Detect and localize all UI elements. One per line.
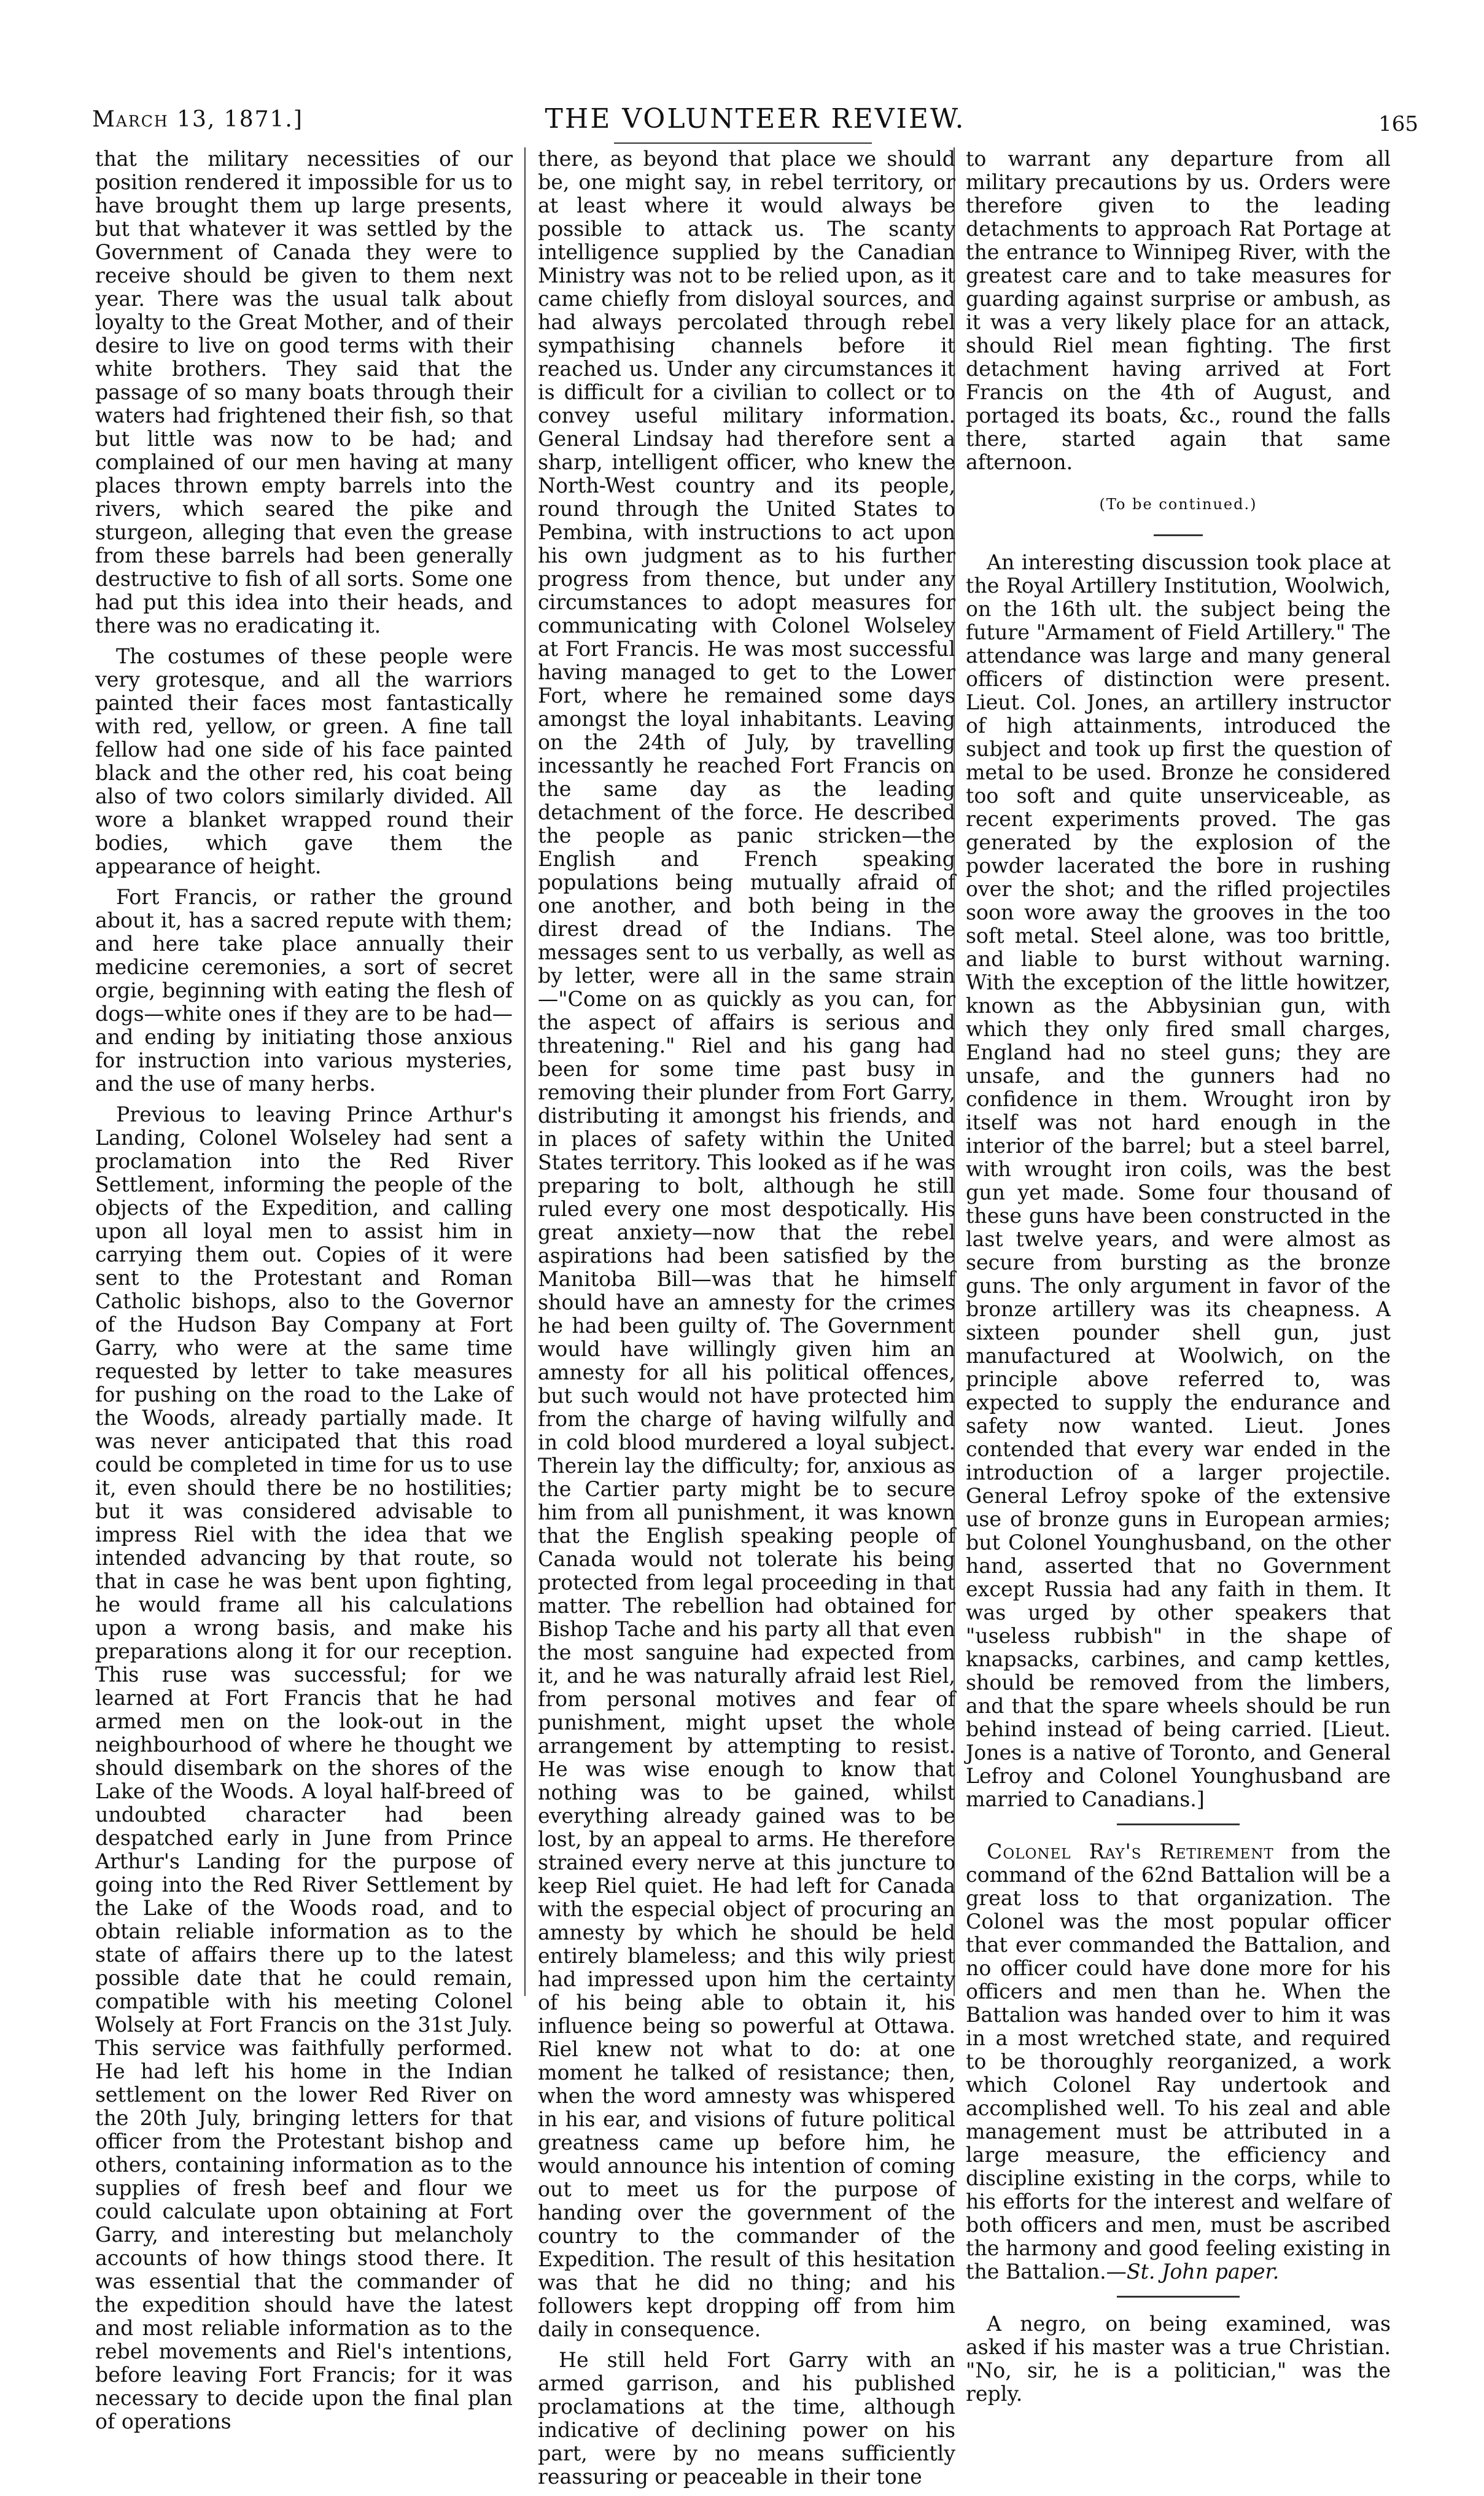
title-underline — [614, 142, 872, 144]
item-body: from the command of the 62nd Battalion will be a great loss to that organization. The Colonel was the most popular officer that ever commanded the Battalion, and no officer could have done more for his officers and men than he. When the Battalion was handed over to him it was in a most wretched state, and required to be thoroughly reorganized, a work which Colonel Ray undertook and accomplished well. To his zeal and able management must be attributed in a large measure, the efficiency and discipline existing in the corps, while to his efforts for the interest and welfare of both officers and men, must be ascribed the harmony and good feeling existing in the Battalion.— — [966, 1839, 1391, 2283]
column-left — [95, 147, 513, 2441]
article-paragraph: Previous to leaving Prince Arthur's Landing, Colonel Wolseley had sent a proclamation into the Red River Settlement, informing the people of the objects of the Expedition, and calling upon all loyal men to assist him in carrying them out. Copies of it were sent to the Protestant and Roman Catholic bishops, also to the Governor of the Hudson Bay Company at Fort Garry, who were at the same time requested by letter to take measures for pushing on the road to the Lake of the Woods, already partially made. It was never anticipated that this road could be completed in time for us to use it, even should there be no hostilities; but it was considered advisable to impress Riel with the idea that we intended advancing by that route, so that in case he was bent upon fighting, he would frame all his calculations upon a wrong basis, and make his preparations along it for our reception. This ruse was successful; for we learned at Fort Francis that he had armed men on the look-out in the neighbourhood of where he thought we should disembark on the shores of the Lake of the Woods. A loyal half-breed of undoubted character had been despatched early in June from Prince Arthur's Landing for the purpose of going into the Red River Settlement by the Lake of the Woods road, and to obtain reliable information as to the state of affairs there up to the latest possible date that he could remain, compatible with his meeting Colonel Wolsely at Fort Francis on the 31st July. This service was faithfully performed. He had left his home in the Indian settlement on the lower Red River on the 20th July, bringing letters for that officer from the Protestant bishop and others, containing information as to the supplies of fresh beef and flour we could calculate upon obtaining at Fort Garry, and interesting but melancholy accounts of how things stood there. It was essential that the commander of the expedition should have the latest and most reliable information as to the rebel movements and Riel's intentions, before leaving Fort Francis; for it was necessary to decide upon the final plan of operations — [95, 1102, 513, 2433]
article-paragraph: A negro, on being examined, was asked if his master was a true Christian. "No, sir, he is a politician," was the reply. — [966, 2312, 1391, 2406]
article-paragraph: An interesting discussion took place at the Royal Artillery Institution, Woolwich, on the 16th ult. the subject being the future "Armament of Field Artillery." The attendance was large and many general officers of distinction were present. Lieut. Col. Jones, an artillery instructor of high attainments, introduced the subject and took up first the question of metal to be used. Bronze he considered too soft and quite unserviceable, as recent experiments proved. The gas generated by the explosion of the powder lacerated the bore in rushing over the shot; and the rifled projectiles soon wore away the grooves in the too soft metal. Steel alone, was too brittle, and liable to burst without warning. With the exception of the little howitzer, known as the Abbysinian gun, with which they only fired small charges, England had no steel guns; they are unsafe, and the gunners had no confidence in them. Wrought iron by itself was not hard enough in the interior of the barrel; but a steel barrel, with wrought iron coils, was the best gun yet made. Some four thousand of these guns have been constructed in the last twelve years, and were almost as secure from bursting as the bronze guns. The only argument in favor of the bronze artillery was its cheapness. A sixteen pounder shell gun, just manufactured at Woolwich, on the principle above referred to, was expected to supply the endurance and safety now wanted. Lieut. Jones contended that every war ended in the introduction of a larger projectile. General Lefroy spoke of the extensive use of bronze guns in European armies; but Colonel Younghusband, on the other hand, asserted that no Government except Russia had any faith in them. It was urged by other speakers that "useless rubbish" in the shape of knapsacks, carbines, and camp kettles, should be removed from the limbers, and that the spare wheels should be run behind instead of being carried. [Lieut. Jones is a native of Toronto, and General Lefroy and Colonel Younghusband are married to Canadians.] — [966, 550, 1391, 1811]
article-paragraph: He still held Fort Garry with an armed garrison, and his published proclamations at the time, although indicative of declining power on his part, were by no means sufficiently reassuring or peaceable in their tone — [538, 2348, 955, 2489]
item-lead: Colonel Ray's Retirement — [987, 1839, 1274, 1863]
column-divider — [524, 147, 526, 1996]
issue-date: March 13, 1871.] — [92, 107, 303, 132]
to-be-continued-note: (To be continued.) — [1099, 496, 1257, 513]
page-number: 165 — [1378, 112, 1418, 136]
article-paragraph — [966, 1840, 1391, 2283]
item-source: St. John paper. — [1126, 2260, 1280, 2283]
section-separator — [1117, 1823, 1240, 1825]
masthead — [92, 103, 1418, 146]
column-middle — [538, 147, 955, 2496]
article-paragraph: The costumes of these people were very grotesque, and all the warriors painted their faces most fantastically with red, yellow, or green. A fine tall fellow had one side of his face painted black and the other red, his coat being also of two colors similarly divided. All wore a blanket wrapped round their bodies, which gave them the appearance of height. — [95, 644, 513, 878]
article-paragraph: that the military necessities of our position rendered it impossible for us to have brought them up large presents, but that whatever it was settled by the Government of Canada they were to receive should be given to them next year. There was the usual talk about loyalty to the Great Mother, and of their desire to live on good terms with their white brothers. They said that the passage of so many boats through their waters had frightened their fish, so that but little was now to be had; and complained of our men having at many places thrown empty barrels into the rivers, which seared the pike and sturgeon, alleging that even the grease from these barrels had been generally destructive to fish of all sorts. Some one had put this idea into their heads, and there was no eradicating it. — [95, 147, 513, 638]
article-paragraph: Fort Francis, or rather the ground about it, has a sacred repute with them; and here take place annually their medicine ceremonies, a sort of secret orgie, beginning with eating the flesh of dogs—white ones if they are to be had—and ending by initiating those anxious for instruction into various mysteries, and the use of many herbs. — [95, 885, 513, 1096]
section-separator — [1154, 534, 1203, 536]
publication-title: THE VOLUNTEER REVIEW. — [545, 103, 966, 135]
section-separator — [1117, 2296, 1240, 2298]
article-paragraph: to warrant any departure from all military precautions by us. Orders were therefore given to the leading detachments to approach Rat Portage at the entrance to Winnipeg River, with the greatest care and to take measures for guarding against surprise or ambush, as it was a very likely place for an attack, should Riel mean fighting. The first detachment having arrived at Fort Francis on the 4th of August, and portaged its boats, &c., round the falls there, started again that same afternoon. — [966, 147, 1391, 474]
article-paragraph: there, as beyond that place we should be, one might say, in rebel territory, or at least where it would always be possible to attack us. The scanty intelligence supplied by the Canadian Ministry was not to be relied upon, as it came chiefly from disloyal sources, and had always percolated through rebel sympathising channels before it reached us. Under any circumstances it is difficult for a civilian to collect or to convey useful military information. General Lindsay had therefore sent a sharp, intelligent officer, who knew the North-West country and its people, round through the United States to Pembina, with instructions to act upon his own judgment as to his further progress from thence, but under any circumstances to adopt measures for communicating with Colonel Wolseley at Fort Francis. He was most successful having managed to get to the Lower Fort, where he remained some days amongst the loyal inhabitants. Leaving on the 24th of July, by travelling incessantly he reached Fort Francis on the same day as the leading detachment of the force. He described the people as panic stricken—the English and French speaking populations being mutually afraid of one another, and both being in the direst dread of the Indians. The messages sent to us verbally, as well as by letter, were all in the same strain—"Come on as quickly as you can, for the aspect of affairs is serious and threatening." Riel and his gang had been for some time past busy in removing their plunder from Fort Garry, distributing it amongst his friends, and in places of safety within the United States territory. This looked as if he was preparing to bolt, although he still ruled every one most despotically. His great anxiety—now that the rebel aspirations had been satisfied by the Manitoba Bill—was that he himself should have an amnesty for the crimes he had been guilty of. The Government would have willingly given him an amnesty for all his political offences, but such would not have protected him from the charge of having wilfully and in cold blood murdered a loyal subject. Therein lay the difficulty; for, anxious as the Cartier party might be to secure him from all punishment, it was known that the English speaking people of Canada would not tolerate his being protected from legal proceeding in that matter. The rebellion had obtained for Bishop Tache and his party all that even the most sanguine had expected from it, and he was naturally afraid lest Riel, from personal motives and fear of punishment, might upset the whole arrangement by attempting to resist. He was wise enough to know that nothing was to be gained, whilst everything already gained was to be lost, by an appeal to arms. He therefore strained every nerve at this juncture to keep Riel quiet. He had left for Canada with the especial object of procuring an amnesty by which he should be held entirely blameless; and this wily priest had impressed upon him the certainty of his being able to obtain it, his influence being so powerful at Ottawa. Riel knew not what to do: at one moment he talked of resistance; then, when the word amnesty was whispered in his ear, and visions of future political greatness came up before him, he would announce his intention of coming out to meet us for the purpose of handing over the government of the country to the commander of the Expedition. The result of this hesitation was that he did no thing; and his followers kept dropping off from him daily in consequence. — [538, 147, 955, 2341]
column-right — [966, 147, 1391, 2413]
